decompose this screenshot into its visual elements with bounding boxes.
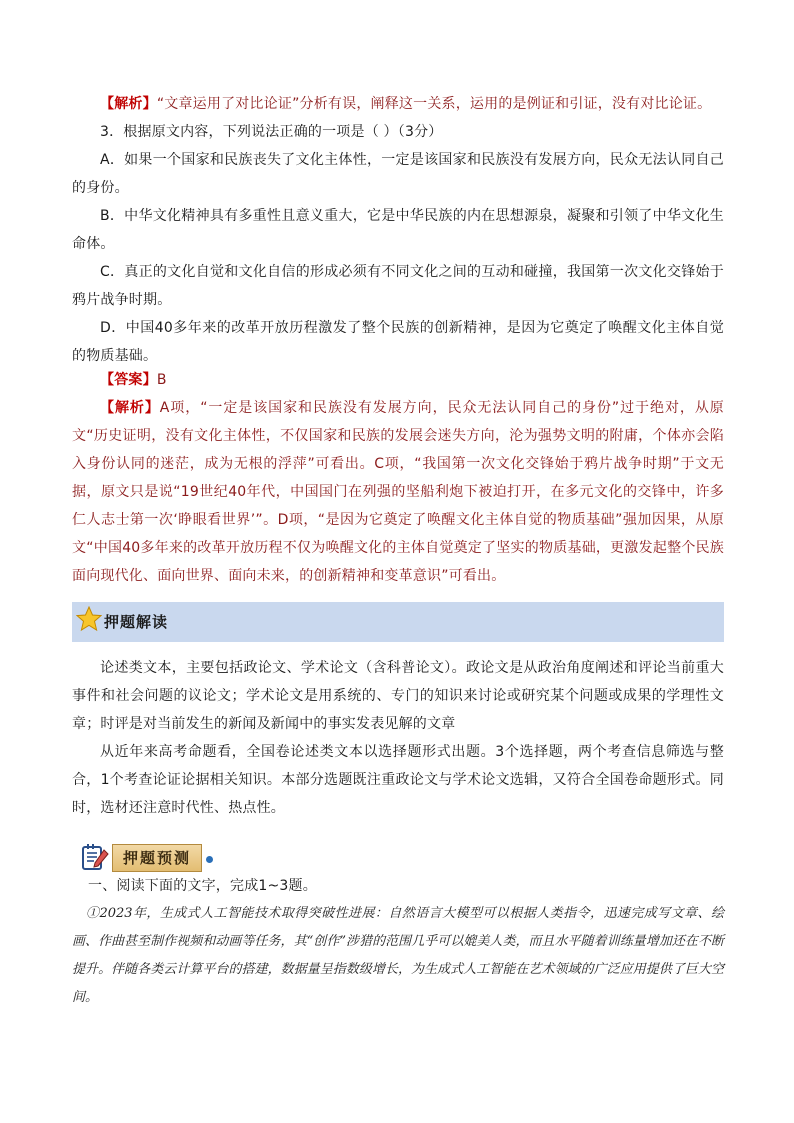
analysis-tag: 【解析】: [100, 96, 157, 112]
star-icon: [76, 606, 102, 632]
predict-badge: 押题预测: [112, 844, 202, 872]
analysis-1: [72, 90, 724, 118]
section-header-bar: [72, 602, 724, 642]
answer-value: B: [156, 372, 167, 388]
notepad-pencil-icon: [80, 842, 110, 872]
section-paragraph-2: 从近年来高考命题看，全国卷论述类文本以选择题形式出题。3个选择题，两个考查信息筛选与整合，1个考查论证论据相关知识。本部分选题既注重政论文与学术论文选辑，又符合全国卷命题形式。同时，选材还注意时代性、热点性。: [72, 744, 724, 816]
decoration-dot: [206, 856, 213, 863]
reading-passage: ①2023年，生成式人工智能技术取得突破性进展：自然语言大模型可以根据人类指令，迅速完成写文章、绘画、作曲甚至制作视频和动画等任务，其“创作”涉猎的范围几乎可以媲美人类，而且水平随着训练量增加还在不断提升。伴随各类云计算平台的搭建，数据量呈指数级增长，为生成式人工智能在艺术领域的广泛应用提供了巨大空间。: [72, 906, 724, 1005]
question-3-stem: 3．根据原文内容，下列说法正确的一项是（ ）（3分）: [100, 124, 443, 140]
reading-instruction: 一、阅读下面的文字，完成1~3题。: [88, 878, 317, 894]
section-title: 押题解读: [104, 613, 169, 631]
analysis-3: [72, 394, 724, 590]
option-a: A．如果一个国家和民族丧失了文化主体性，一定是该国家和民族没有发展方向，民众无法认同自己的身份。: [72, 152, 724, 196]
analysis-text: “文章运用了对比论证”分析有误，阐释这一关系，运用的是例证和引证，没有对比论证。: [156, 96, 712, 112]
option-c: C．真正的文化自觉和文化自信的形成必须有不同文化之间的互动和碰撞，我国第一次文化交锋始于鸦片战争时期。: [72, 264, 724, 308]
analysis-3-text: A项，“一定是该国家和民族没有发展方向，民众无法认同自己的身份”过于绝对，从原文“历史证明，没有文化主体性，不仅国家和民族的发展会迷失方向，沦为强势文明的附庸，个体亦会陷入身份认同的迷茫，成为无根的浮萍”可看出。C项，“我国第一次文化交锋始于鸦片战争时期”于文无据，原文只是说“19世纪40年代，中国国门在列强的坚船利炮下被迫打开，在多元文化的交锋中，许多仁人志士第一次‘睁眼看世界’”。D项，“是因为它奠定了唤醒文化主体自觉的物质基础”强加因果，从原文“中国40多年来的改革开放历程不仅为唤醒文化的主体自觉奠定了坚实的物质基础，更激发起整个民族面向现代化、面向世界、面向未来，的创新精神和变革意识”可看出。: [72, 400, 724, 584]
section-paragraph-1: 论述类文本，主要包括政论文、学术论文（含科普论文）。政论文是从政治角度阐述和评论当前重大事件和社会问题的议论文；学术论文是用系统的、专门的知识来讨论或研究某个问题或成果的学理性文章；时评是对当前发生的新闻及新闻中的事实发表见解的文章: [72, 660, 724, 732]
answer-line: [72, 366, 724, 394]
option-b: B．中华文化精神具有多重性且意义重大，它是中华民族的内在思想源泉，凝聚和引领了中华文化生命体。: [72, 208, 724, 252]
analysis-3-tag: 【解析】: [100, 400, 160, 416]
answer-tag: 【答案】: [100, 372, 157, 388]
option-d: D．中国40多年来的改革开放历程激发了整个民族的创新精神，是因为它奠定了唤醒文化主体自觉的物质基础。: [72, 320, 724, 364]
